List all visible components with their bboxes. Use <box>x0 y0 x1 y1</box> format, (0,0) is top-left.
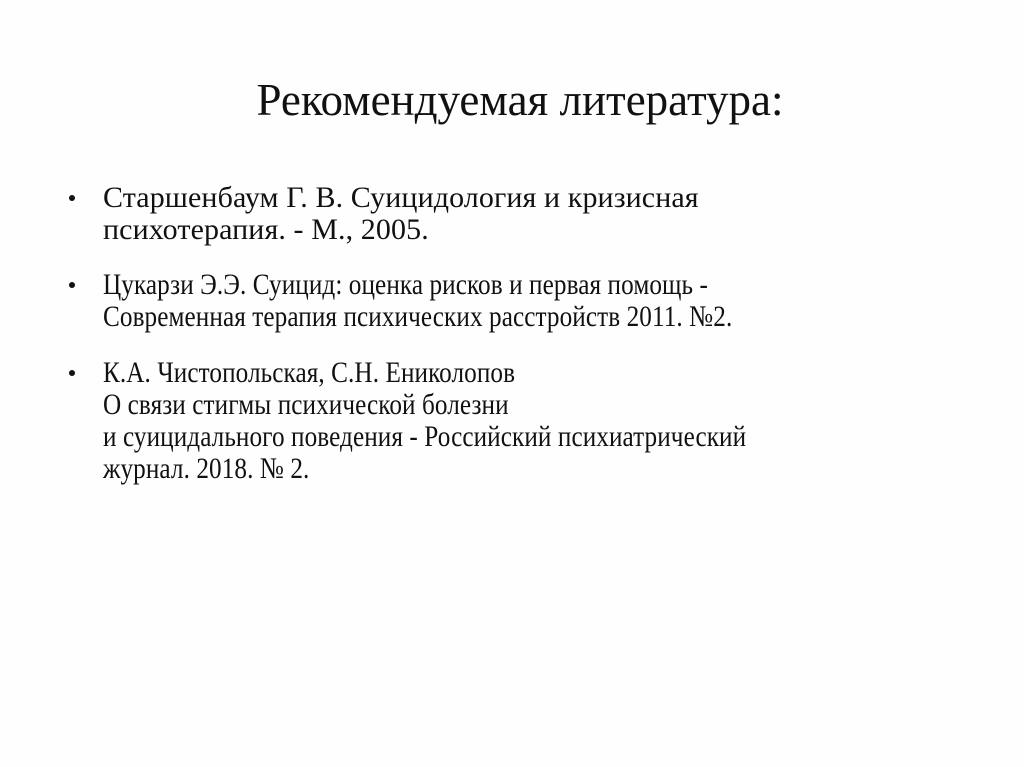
reference-text <box>103 182 699 246</box>
reference-line: журнал. 2018. № 2. <box>103 452 310 485</box>
reference-item <box>0 357 1024 485</box>
bullet-dot-icon <box>69 195 75 201</box>
slide-title: Рекомендуемая литература: <box>256 75 784 125</box>
reference-line: О связи стигмы психической болезни <box>103 388 509 421</box>
reference-line: Современная терапия психических расстройств 2011. №2. <box>103 300 733 333</box>
reference-item <box>0 182 1024 246</box>
bullet-dot-icon <box>69 370 75 376</box>
reference-text <box>103 269 732 333</box>
reference-line: психотерапия. - М., 2005. <box>103 213 429 246</box>
reference-line: и суицидального поведения - Российский психиатрический <box>103 420 747 453</box>
reference-line: Старшенбаум Г. В. Суицидология и кризисная <box>103 181 699 214</box>
reference-list <box>0 182 1024 508</box>
reference-text <box>103 357 746 485</box>
reference-line: К.А. Чистопольская, С.Н. Ениколопов <box>103 356 516 389</box>
bullet-dot-icon <box>69 282 75 288</box>
reference-line: Цукарзи Э.Э. Суицид: оценка рисков и первая помощь - <box>103 268 708 301</box>
reference-item <box>0 269 1024 333</box>
